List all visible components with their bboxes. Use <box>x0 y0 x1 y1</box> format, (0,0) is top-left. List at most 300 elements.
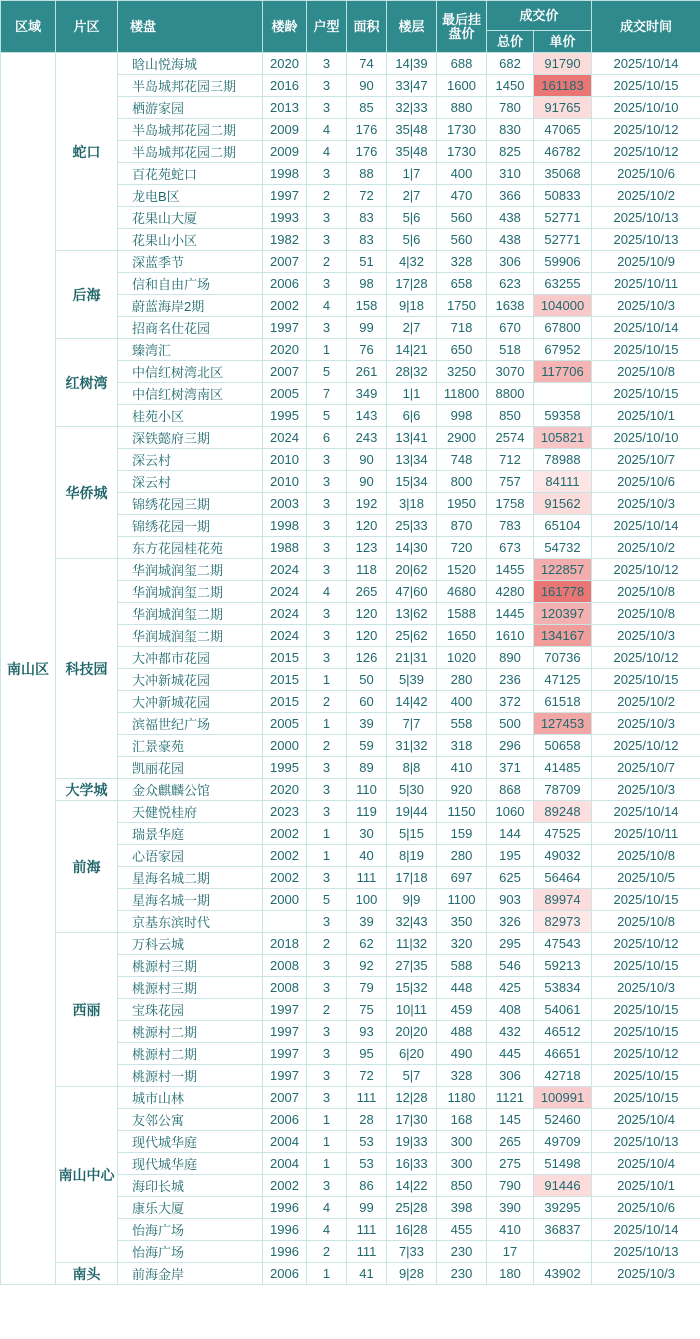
unit-price-cell <box>534 383 592 405</box>
floor-cell: 16|33 <box>387 1153 437 1175</box>
list-price-cell: 400 <box>437 163 487 185</box>
age-cell: 2008 <box>263 977 307 999</box>
list-price-cell: 748 <box>437 449 487 471</box>
area-cell: 大学城 <box>56 779 118 801</box>
list-price-cell: 650 <box>437 339 487 361</box>
rooms-cell: 7 <box>307 383 347 405</box>
list-price-cell: 560 <box>437 207 487 229</box>
rooms-cell: 4 <box>307 141 347 163</box>
estate-cell: 桃源村一期 <box>118 1065 263 1087</box>
total-price-cell: 372 <box>487 691 534 713</box>
header-deal-price: 成交价 <box>487 1 592 31</box>
estate-cell: 桃源村三期 <box>118 977 263 999</box>
deal-time-cell: 2025/10/2 <box>592 185 700 207</box>
deal-time-cell: 2025/10/8 <box>592 581 700 603</box>
size-cell: 28 <box>347 1109 387 1131</box>
list-price-cell: 1020 <box>437 647 487 669</box>
size-cell: 39 <box>347 911 387 933</box>
list-price-cell: 850 <box>437 1175 487 1197</box>
deal-time-cell: 2025/10/14 <box>592 801 700 823</box>
age-cell: 2013 <box>263 97 307 119</box>
rooms-cell: 4 <box>307 1219 347 1241</box>
deal-time-cell: 2025/10/13 <box>592 207 700 229</box>
rooms-cell: 3 <box>307 207 347 229</box>
total-price-cell: 295 <box>487 933 534 955</box>
deal-time-cell: 2025/10/15 <box>592 1021 700 1043</box>
floor-cell: 9|28 <box>387 1263 437 1285</box>
rooms-cell: 3 <box>307 471 347 493</box>
estate-cell: 龙电B区 <box>118 185 263 207</box>
age-cell: 1998 <box>263 515 307 537</box>
age-cell: 1997 <box>263 999 307 1021</box>
total-price-cell: 1121 <box>487 1087 534 1109</box>
unit-price-cell: 49709 <box>534 1131 592 1153</box>
total-price-cell: 1455 <box>487 559 534 581</box>
age-cell: 2000 <box>263 889 307 911</box>
rooms-cell: 3 <box>307 955 347 977</box>
deal-time-cell: 2025/10/12 <box>592 141 700 163</box>
unit-price-cell: 134167 <box>534 625 592 647</box>
age-cell: 2009 <box>263 119 307 141</box>
total-price-cell: 670 <box>487 317 534 339</box>
total-price-cell: 326 <box>487 911 534 933</box>
estate-cell: 华润城润玺二期 <box>118 603 263 625</box>
estate-cell: 华润城润玺二期 <box>118 581 263 603</box>
deal-time-cell: 2025/10/15 <box>592 1087 700 1109</box>
age-cell: 2004 <box>263 1131 307 1153</box>
list-price-cell: 658 <box>437 273 487 295</box>
size-cell: 120 <box>347 625 387 647</box>
floor-cell: 25|62 <box>387 625 437 647</box>
unit-price-cell: 47125 <box>534 669 592 691</box>
unit-price-cell: 161778 <box>534 581 592 603</box>
list-price-cell: 1100 <box>437 889 487 911</box>
estate-cell: 百花苑蛇口 <box>118 163 263 185</box>
rooms-cell: 1 <box>307 669 347 691</box>
size-cell: 243 <box>347 427 387 449</box>
floor-cell: 7|33 <box>387 1241 437 1263</box>
list-price-cell: 168 <box>437 1109 487 1131</box>
list-price-cell: 300 <box>437 1131 487 1153</box>
deal-time-cell: 2025/10/10 <box>592 97 700 119</box>
total-price-cell: 265 <box>487 1131 534 1153</box>
unit-price-cell: 50833 <box>534 185 592 207</box>
estate-cell: 深蓝季节 <box>118 251 263 273</box>
rooms-cell: 3 <box>307 911 347 933</box>
estate-cell: 万科云城 <box>118 933 263 955</box>
rooms-cell: 1 <box>307 823 347 845</box>
list-price-cell: 1750 <box>437 295 487 317</box>
unit-price-cell: 100991 <box>534 1087 592 1109</box>
list-price-cell: 3250 <box>437 361 487 383</box>
deal-time-cell: 2025/10/12 <box>592 647 700 669</box>
estate-cell: 深铁懿府三期 <box>118 427 263 449</box>
unit-price-cell: 36837 <box>534 1219 592 1241</box>
age-cell: 2006 <box>263 1263 307 1285</box>
list-price-cell: 400 <box>437 691 487 713</box>
deal-time-cell: 2025/10/15 <box>592 383 700 405</box>
estate-cell: 华润城润玺二期 <box>118 625 263 647</box>
list-price-cell: 1650 <box>437 625 487 647</box>
floor-cell: 20|62 <box>387 559 437 581</box>
floor-cell: 17|28 <box>387 273 437 295</box>
age-cell: 2010 <box>263 471 307 493</box>
size-cell: 110 <box>347 779 387 801</box>
total-price-cell: 868 <box>487 779 534 801</box>
total-price-cell: 236 <box>487 669 534 691</box>
total-price-cell: 3070 <box>487 361 534 383</box>
total-price-cell: 144 <box>487 823 534 845</box>
unit-price-cell: 52771 <box>534 207 592 229</box>
floor-cell: 47|60 <box>387 581 437 603</box>
rooms-cell: 4 <box>307 581 347 603</box>
list-price-cell: 697 <box>437 867 487 889</box>
size-cell: 261 <box>347 361 387 383</box>
size-cell: 176 <box>347 119 387 141</box>
list-price-cell: 280 <box>437 669 487 691</box>
total-price-cell: 8800 <box>487 383 534 405</box>
rooms-cell: 3 <box>307 493 347 515</box>
list-price-cell: 459 <box>437 999 487 1021</box>
area-cell: 红树湾 <box>56 339 118 427</box>
rooms-cell: 3 <box>307 273 347 295</box>
estate-cell: 晗山悦海城 <box>118 53 263 75</box>
deal-time-cell: 2025/10/12 <box>592 119 700 141</box>
table-row <box>1 427 700 449</box>
deal-time-cell: 2025/10/12 <box>592 559 700 581</box>
age-cell: 1996 <box>263 1241 307 1263</box>
floor-cell: 21|31 <box>387 647 437 669</box>
table-row <box>1 801 700 823</box>
total-price-cell: 145 <box>487 1109 534 1131</box>
total-price-cell: 682 <box>487 53 534 75</box>
deal-time-cell: 2025/10/8 <box>592 361 700 383</box>
age-cell: 2024 <box>263 559 307 581</box>
rooms-cell: 1 <box>307 1263 347 1285</box>
rooms-cell: 3 <box>307 163 347 185</box>
estate-cell: 滨福世纪广场 <box>118 713 263 735</box>
list-price-cell: 230 <box>437 1241 487 1263</box>
age-cell: 1997 <box>263 1021 307 1043</box>
age-cell: 1996 <box>263 1197 307 1219</box>
unit-price-cell: 78988 <box>534 449 592 471</box>
size-cell: 120 <box>347 603 387 625</box>
deal-time-cell: 2025/10/4 <box>592 1109 700 1131</box>
age-cell: 1988 <box>263 537 307 559</box>
unit-price-cell: 67952 <box>534 339 592 361</box>
area-cell: 南山中心 <box>56 1087 118 1263</box>
floor-cell: 13|34 <box>387 449 437 471</box>
size-cell: 41 <box>347 1263 387 1285</box>
estate-cell: 半岛城邦花园三期 <box>118 75 263 97</box>
size-cell: 72 <box>347 185 387 207</box>
rooms-cell: 3 <box>307 867 347 889</box>
unit-price-cell: 63255 <box>534 273 592 295</box>
unit-price-cell: 49032 <box>534 845 592 867</box>
list-price-cell: 998 <box>437 405 487 427</box>
estate-cell: 星海名城二期 <box>118 867 263 889</box>
unit-price-cell: 52460 <box>534 1109 592 1131</box>
deal-time-cell: 2025/10/1 <box>592 1175 700 1197</box>
list-price-cell: 800 <box>437 471 487 493</box>
list-price-cell: 4680 <box>437 581 487 603</box>
deal-time-cell: 2025/10/13 <box>592 229 700 251</box>
total-price-cell: 623 <box>487 273 534 295</box>
total-price-cell: 757 <box>487 471 534 493</box>
deal-time-cell: 2025/10/15 <box>592 999 700 1021</box>
total-price-cell: 306 <box>487 251 534 273</box>
floor-cell: 14|30 <box>387 537 437 559</box>
deal-time-cell: 2025/10/6 <box>592 163 700 185</box>
total-price-cell: 825 <box>487 141 534 163</box>
age-cell: 1993 <box>263 207 307 229</box>
list-price-cell: 318 <box>437 735 487 757</box>
deal-time-cell: 2025/10/14 <box>592 317 700 339</box>
size-cell: 99 <box>347 1197 387 1219</box>
deal-time-cell: 2025/10/8 <box>592 603 700 625</box>
size-cell: 88 <box>347 163 387 185</box>
area-cell: 后海 <box>56 251 118 339</box>
estate-cell: 金众麒麟公馆 <box>118 779 263 801</box>
estate-cell: 天健悦桂府 <box>118 801 263 823</box>
floor-cell: 19|44 <box>387 801 437 823</box>
table-row <box>1 1263 700 1285</box>
list-price-cell: 320 <box>437 933 487 955</box>
total-price-cell: 673 <box>487 537 534 559</box>
size-cell: 86 <box>347 1175 387 1197</box>
deal-time-cell: 2025/10/15 <box>592 889 700 911</box>
age-cell: 2024 <box>263 581 307 603</box>
floor-cell: 9|9 <box>387 889 437 911</box>
rooms-cell: 2 <box>307 1241 347 1263</box>
size-cell: 75 <box>347 999 387 1021</box>
table-row <box>1 1087 700 1109</box>
unit-price-cell: 47065 <box>534 119 592 141</box>
total-price-cell: 275 <box>487 1153 534 1175</box>
estate-cell: 星海名城一期 <box>118 889 263 911</box>
total-price-cell: 180 <box>487 1263 534 1285</box>
estate-cell: 桃源村二期 <box>118 1043 263 1065</box>
age-cell: 1997 <box>263 1043 307 1065</box>
floor-cell: 2|7 <box>387 185 437 207</box>
floor-cell: 12|28 <box>387 1087 437 1109</box>
deal-time-cell: 2025/10/11 <box>592 273 700 295</box>
rooms-cell: 5 <box>307 889 347 911</box>
deal-time-cell: 2025/10/8 <box>592 911 700 933</box>
rooms-cell: 3 <box>307 559 347 581</box>
total-price-cell: 1060 <box>487 801 534 823</box>
list-price-cell: 1730 <box>437 119 487 141</box>
floor-cell: 20|20 <box>387 1021 437 1043</box>
estate-cell: 汇景豪苑 <box>118 735 263 757</box>
size-cell: 85 <box>347 97 387 119</box>
estate-cell: 臻湾汇 <box>118 339 263 361</box>
unit-price-cell: 41485 <box>534 757 592 779</box>
rooms-cell: 3 <box>307 229 347 251</box>
size-cell: 92 <box>347 955 387 977</box>
list-price-cell: 328 <box>437 1065 487 1087</box>
list-price-cell: 1600 <box>437 75 487 97</box>
size-cell: 50 <box>347 669 387 691</box>
age-cell: 2020 <box>263 53 307 75</box>
deal-time-cell: 2025/10/14 <box>592 1219 700 1241</box>
list-price-cell: 280 <box>437 845 487 867</box>
age-cell: 2003 <box>263 493 307 515</box>
rooms-cell: 3 <box>307 625 347 647</box>
deal-time-cell: 2025/10/13 <box>592 1131 700 1153</box>
estate-cell: 现代城华庭 <box>118 1131 263 1153</box>
estate-cell: 海印长城 <box>118 1175 263 1197</box>
list-price-cell: 300 <box>437 1153 487 1175</box>
total-price-cell: 903 <box>487 889 534 911</box>
total-price-cell: 17 <box>487 1241 534 1263</box>
size-cell: 83 <box>347 207 387 229</box>
rooms-cell: 2 <box>307 999 347 1021</box>
unit-price-cell: 46782 <box>534 141 592 163</box>
unit-price-cell: 54061 <box>534 999 592 1021</box>
list-price-cell: 398 <box>437 1197 487 1219</box>
list-price-cell: 1520 <box>437 559 487 581</box>
floor-cell: 14|22 <box>387 1175 437 1197</box>
rooms-cell: 2 <box>307 691 347 713</box>
rooms-cell: 3 <box>307 603 347 625</box>
floor-cell: 9|18 <box>387 295 437 317</box>
estate-cell: 中信红树湾南区 <box>118 383 263 405</box>
total-price-cell: 830 <box>487 119 534 141</box>
floor-cell: 13|41 <box>387 427 437 449</box>
list-price-cell: 159 <box>437 823 487 845</box>
unit-price-cell: 122857 <box>534 559 592 581</box>
total-price-cell: 546 <box>487 955 534 977</box>
rooms-cell: 1 <box>307 339 347 361</box>
estate-cell: 宝珠花园 <box>118 999 263 1021</box>
estate-cell: 大冲都市花园 <box>118 647 263 669</box>
rooms-cell: 3 <box>307 1021 347 1043</box>
age-cell: 1998 <box>263 163 307 185</box>
deal-time-cell: 2025/10/11 <box>592 823 700 845</box>
rooms-cell: 6 <box>307 427 347 449</box>
age-cell: 1995 <box>263 757 307 779</box>
age-cell: 2008 <box>263 955 307 977</box>
estate-cell: 现代城华庭 <box>118 1153 263 1175</box>
deal-time-cell: 2025/10/7 <box>592 449 700 471</box>
age-cell: 2015 <box>263 647 307 669</box>
total-price-cell: 438 <box>487 207 534 229</box>
floor-cell: 8|8 <box>387 757 437 779</box>
total-price-cell: 790 <box>487 1175 534 1197</box>
rooms-cell: 5 <box>307 405 347 427</box>
floor-cell: 17|30 <box>387 1109 437 1131</box>
deal-time-cell: 2025/10/14 <box>592 53 700 75</box>
total-price-cell: 296 <box>487 735 534 757</box>
floor-cell: 27|35 <box>387 955 437 977</box>
list-price-cell: 488 <box>437 1021 487 1043</box>
size-cell: 111 <box>347 867 387 889</box>
estate-cell: 城市山林 <box>118 1087 263 1109</box>
age-cell: 2024 <box>263 603 307 625</box>
list-price-cell: 2900 <box>437 427 487 449</box>
estate-cell: 招商名仕花园 <box>118 317 263 339</box>
size-cell: 100 <box>347 889 387 911</box>
total-price-cell: 1638 <box>487 295 534 317</box>
estate-cell: 桃源村二期 <box>118 1021 263 1043</box>
unit-price-cell: 61518 <box>534 691 592 713</box>
size-cell: 120 <box>347 515 387 537</box>
rooms-cell: 3 <box>307 317 347 339</box>
estate-cell: 中信红树湾北区 <box>118 361 263 383</box>
floor-cell: 35|48 <box>387 119 437 141</box>
estate-cell: 蔚蓝海岸2期 <box>118 295 263 317</box>
floor-cell: 15|32 <box>387 977 437 999</box>
unit-price-cell: 120397 <box>534 603 592 625</box>
age-cell: 1997 <box>263 185 307 207</box>
estate-cell: 瑞景华庭 <box>118 823 263 845</box>
area-cell: 南头 <box>56 1263 118 1285</box>
floor-cell: 19|33 <box>387 1131 437 1153</box>
total-price-cell: 2574 <box>487 427 534 449</box>
floor-cell: 13|62 <box>387 603 437 625</box>
total-price-cell: 1450 <box>487 75 534 97</box>
unit-price-cell: 105821 <box>534 427 592 449</box>
total-price-cell: 1610 <box>487 625 534 647</box>
list-price-cell: 11800 <box>437 383 487 405</box>
age-cell <box>263 911 307 933</box>
header-district: 区域 <box>1 1 56 53</box>
floor-cell: 4|32 <box>387 251 437 273</box>
area-cell: 蛇口 <box>56 53 118 251</box>
floor-cell: 11|32 <box>387 933 437 955</box>
age-cell: 2005 <box>263 713 307 735</box>
estate-cell: 花果山小区 <box>118 229 263 251</box>
size-cell: 90 <box>347 75 387 97</box>
floor-cell: 16|28 <box>387 1219 437 1241</box>
size-cell: 111 <box>347 1087 387 1109</box>
rooms-cell: 2 <box>307 735 347 757</box>
age-cell: 2018 <box>263 933 307 955</box>
age-cell: 2002 <box>263 823 307 845</box>
rooms-cell: 2 <box>307 185 347 207</box>
deal-time-cell: 2025/10/6 <box>592 471 700 493</box>
size-cell: 265 <box>347 581 387 603</box>
age-cell: 2006 <box>263 1109 307 1131</box>
estate-cell: 大冲新城花园 <box>118 691 263 713</box>
deal-time-cell: 2025/10/1 <box>592 405 700 427</box>
deal-time-cell: 2025/10/9 <box>592 251 700 273</box>
floor-cell: 5|39 <box>387 669 437 691</box>
estate-cell: 友邻公寓 <box>118 1109 263 1131</box>
unit-price-cell: 47543 <box>534 933 592 955</box>
rooms-cell: 3 <box>307 977 347 999</box>
deal-time-cell: 2025/10/3 <box>592 493 700 515</box>
size-cell: 30 <box>347 823 387 845</box>
size-cell: 53 <box>347 1131 387 1153</box>
floor-cell: 17|18 <box>387 867 437 889</box>
table-row <box>1 251 700 273</box>
deal-time-cell: 2025/10/15 <box>592 955 700 977</box>
size-cell: 79 <box>347 977 387 999</box>
list-price-cell: 230 <box>437 1263 487 1285</box>
list-price-cell: 718 <box>437 317 487 339</box>
rooms-cell: 3 <box>307 647 347 669</box>
age-cell: 1996 <box>263 1219 307 1241</box>
deal-time-cell: 2025/10/3 <box>592 1263 700 1285</box>
rooms-cell: 3 <box>307 53 347 75</box>
deal-time-cell: 2025/10/2 <box>592 691 700 713</box>
total-price-cell: 390 <box>487 1197 534 1219</box>
size-cell: 95 <box>347 1043 387 1065</box>
unit-price-cell: 52771 <box>534 229 592 251</box>
size-cell: 349 <box>347 383 387 405</box>
